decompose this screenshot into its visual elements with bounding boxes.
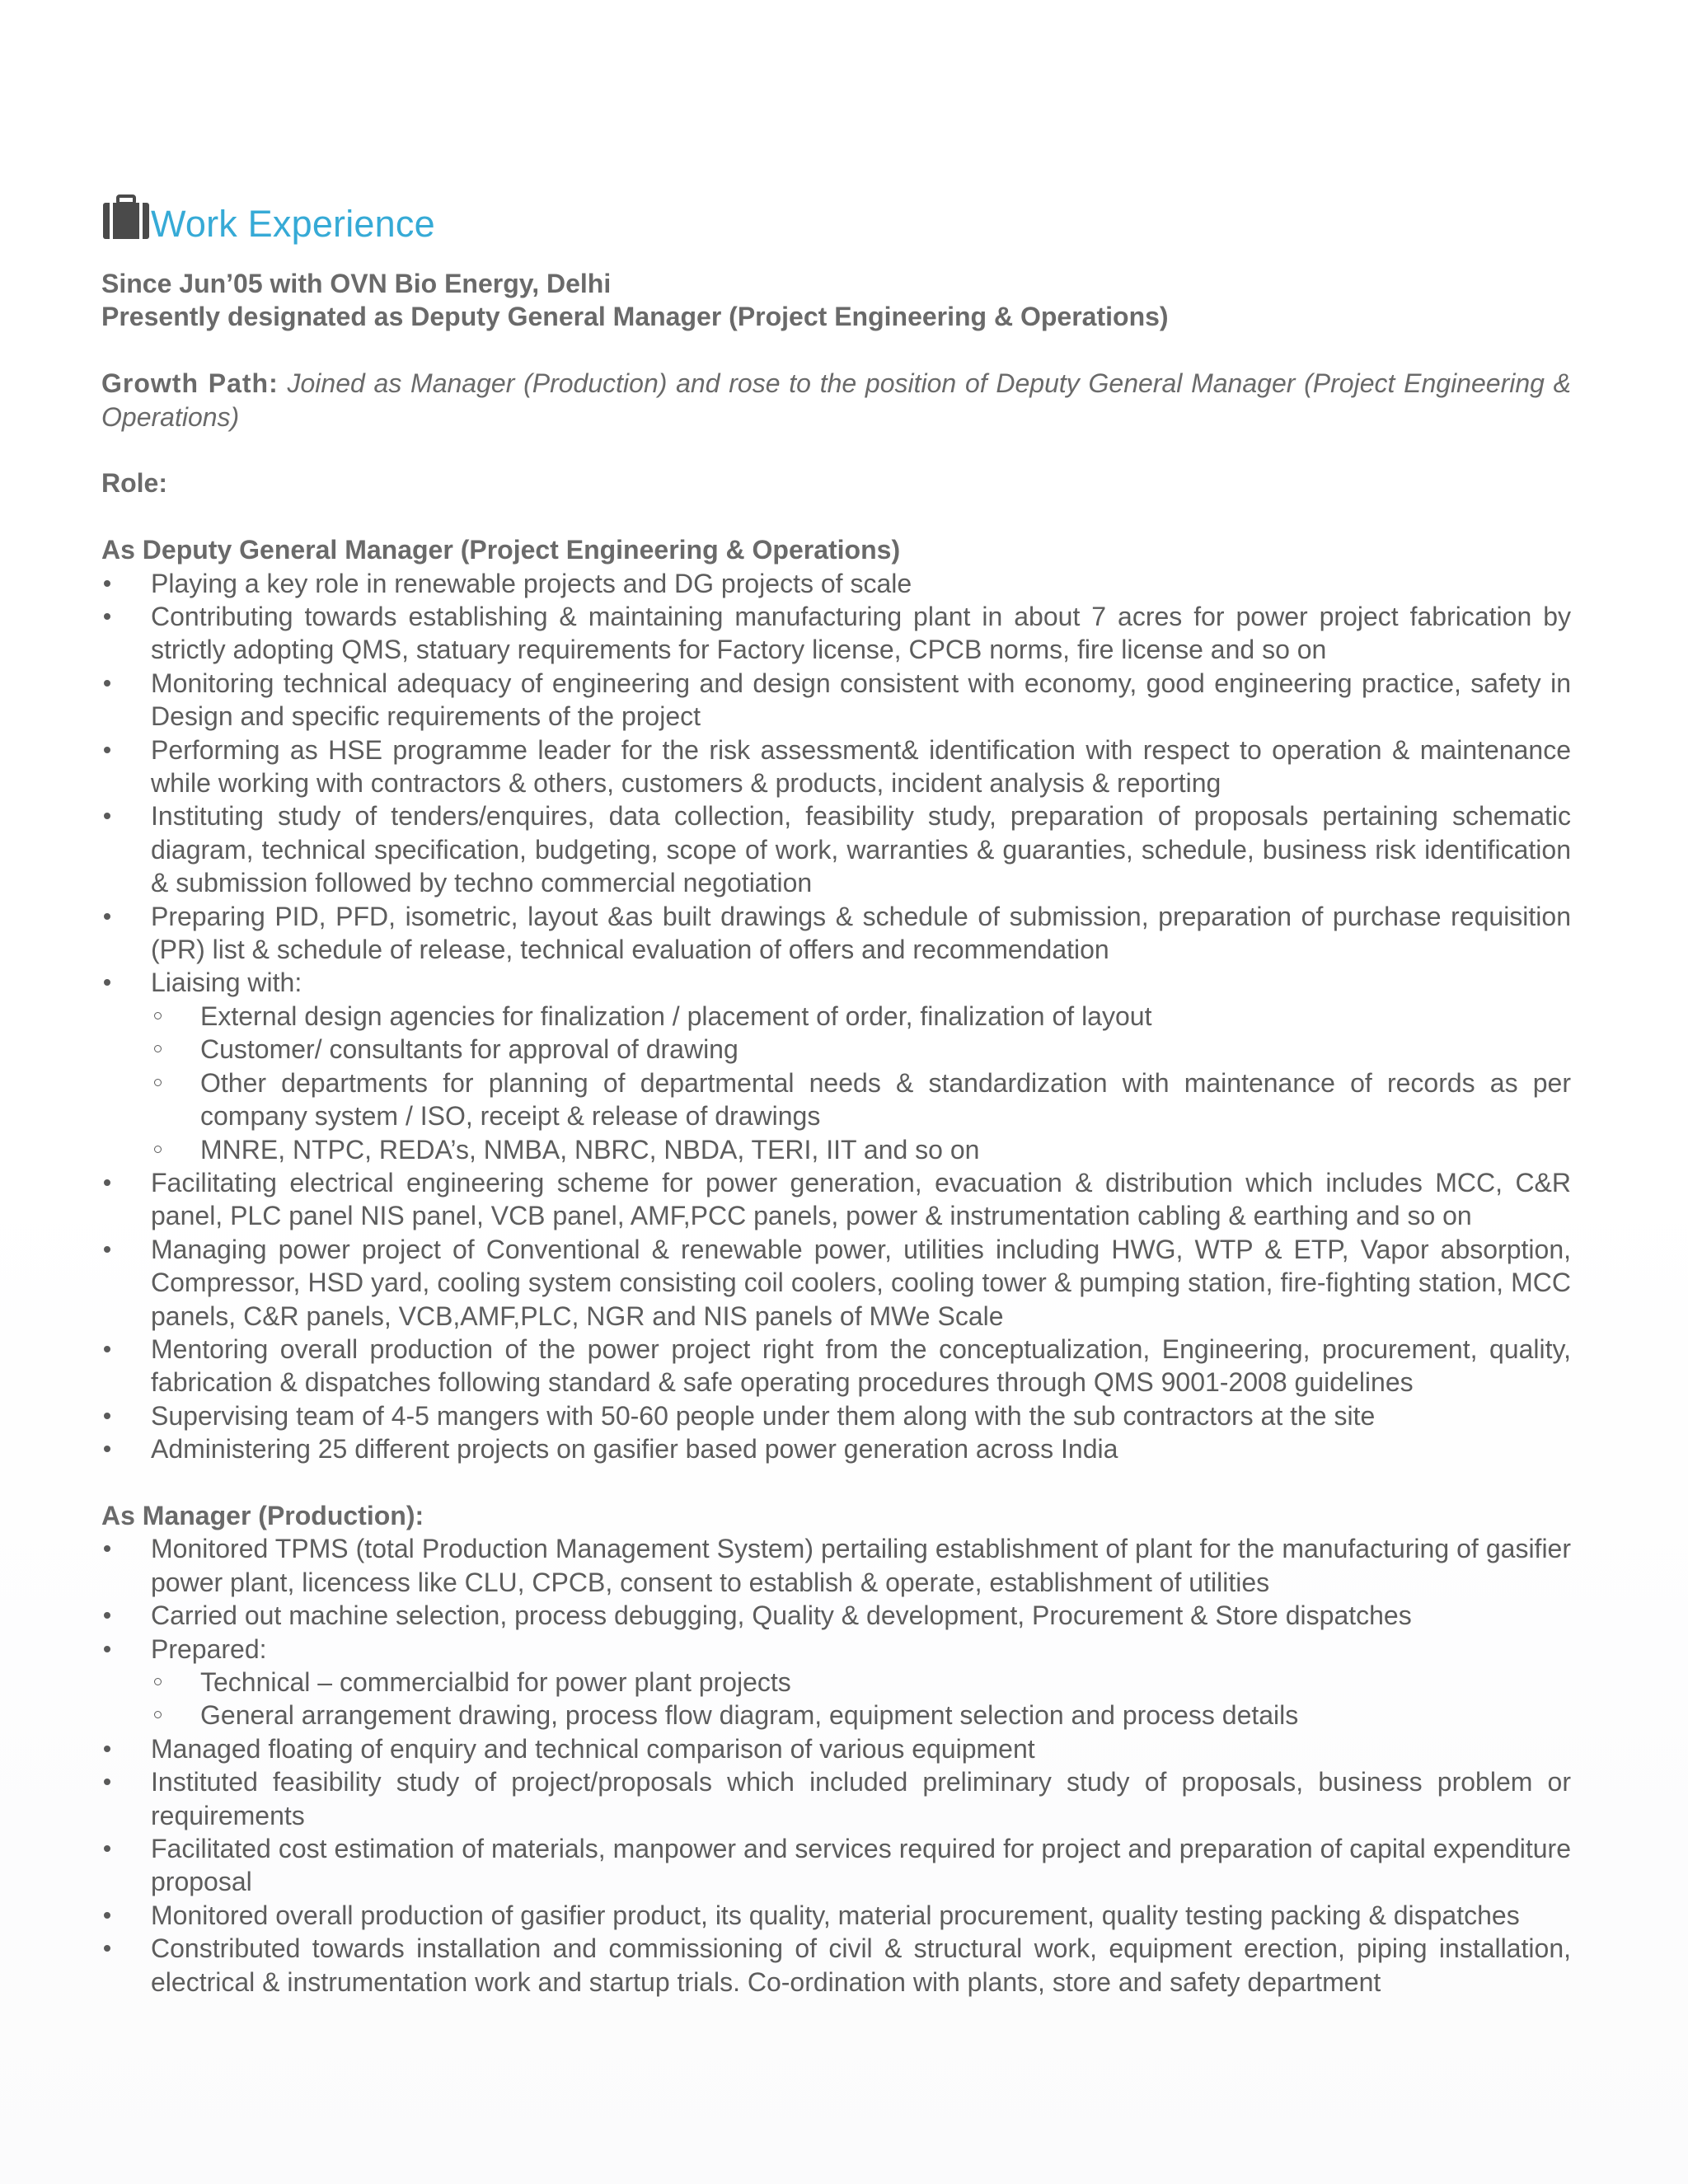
- sub-list-item: MNRE, NTPC, REDA’s, NMBA, NBRC, NBDA, TERI, IIT and so on: [52, 1133, 1571, 1166]
- list-item: Preparing PID, PFD, isometric, layout &as built drawings & schedule of submission, preparation of purchase requisition (PR) list & schedule of release, technical evaluation of offers and recommendation: [101, 900, 1571, 967]
- manager-list-continued: [101, 1732, 1571, 1999]
- dgm-list-continued: [101, 1166, 1571, 1466]
- liaising-sublist: [101, 1000, 1571, 1166]
- list-item: Liaising with:: [101, 966, 1571, 999]
- list-item: Monitored overall production of gasifier product, its quality, material procurement, quality testing packing & dispatches: [101, 1899, 1571, 1932]
- list-item: Playing a key role in renewable projects and DG projects of scale: [101, 567, 1571, 600]
- sub-list-item: General arrangement drawing, process flow diagram, equipment selection and process details: [52, 1699, 1571, 1732]
- list-item: Facilitating electrical engineering scheme for power generation, evacuation & distribution which includes MCC, C&R panel, PLC panel NIS panel, VCB panel, AMF,PCC panels, power & instrumentation cabling & earthing and so on: [101, 1166, 1571, 1233]
- designation-line: Presently designated as Deputy General Manager (Project Engineering & Operations): [101, 302, 1169, 332]
- role-label: Role:: [101, 468, 167, 499]
- sub-list-item: Other departments for planning of departmental needs & standardization with maintenance of records as per company system / ISO, receipt & release of drawings: [52, 1066, 1571, 1133]
- growth-path-label: Growth Path:: [101, 368, 279, 399]
- growth-path: [101, 367, 1571, 434]
- dgm-list: [101, 567, 1571, 1000]
- manager-heading: As Manager (Production):: [101, 1500, 424, 1530]
- list-item: Constributed towards installation and commissioning of civil & structural work, equipment erection, piping installation, electrical & instrumentation work and startup trials. Co-ordination with plants, store and safety department: [101, 1932, 1571, 1999]
- list-item: Managing power project of Conventional & renewable power, utilities including HWG, WTP & ETP, Vapor absorption, Compressor, HSD yard, cooling system consisting coil coolers, cooling tower & pumping station, fire-fighting station, MCC panels, C&R panels, VCB,AMF,PLC, NGR and NIS panels of MWe Scale: [101, 1233, 1571, 1333]
- list-item: Contributing towards establishing & maintaining manufacturing plant in about 7 acres for power project fabrication by strictly adopting QMS, statuary requirements for Factory license, CPCB norms, fire license and so on: [101, 600, 1571, 667]
- list-item: Performing as HSE programme leader for the risk assessment& identification with respect to operation & maintenance while working with contractors & others, customers & products, incident analysis & reporting: [101, 733, 1571, 800]
- briefcase-icon: [101, 194, 151, 242]
- list-item: Facilitated cost estimation of materials, manpower and services required for project and preparation of capital expenditure proposal: [101, 1832, 1571, 1899]
- work-experience-section: [101, 183, 1571, 1999]
- list-item: Carried out machine selection, process debugging, Quality & development, Procurement & Store dispatches: [101, 1599, 1571, 1632]
- list-item: Instituting study of tenders/enquires, data collection, feasibility study, preparation of proposals pertaining schematic diagram, technical specification, budgeting, scope of work, warranties & guaranties, schedule, business risk identification & submission followed by techno commercial negotiation: [101, 799, 1571, 899]
- list-item: Prepared:: [101, 1633, 1571, 1666]
- prepared-sublist: [101, 1666, 1571, 1732]
- sub-list-item: Technical – commercialbid for power plant projects: [52, 1666, 1571, 1699]
- list-item: Mentoring overall production of the power project right from the conceptualization, Engineering, procurement, quality, fabrication & dispatches following standard & safe operating procedures through QMS 9001-2008 guidelines: [101, 1333, 1571, 1399]
- sub-list-item: Customer/ consultants for approval of drawing: [52, 1033, 1571, 1066]
- list-item: Supervising team of 4-5 mangers with 50-60 people under them along with the sub contractors at the site: [101, 1399, 1571, 1432]
- list-item: Monitored TPMS (total Production Management System) pertailing establishment of plant for the manufacturing of gasifier power plant, licencess like CLU, CPCB, consent to establish & operate, establishment of utilities: [101, 1532, 1571, 1599]
- section-heading: [101, 183, 1571, 249]
- list-item: Instituted feasibility study of project/proposals which included preliminary study of proposals, business problem or requirements: [101, 1765, 1571, 1832]
- list-item: Managed floating of enquiry and technical comparison of various equipment: [101, 1732, 1571, 1765]
- list-item: Administering 25 different projects on gasifier based power generation across India: [101, 1432, 1571, 1465]
- list-item: Monitoring technical adequacy of engineering and design consistent with economy, good engineering practice, safety in Design and specific requirements of the project: [101, 667, 1571, 733]
- growth-path-text: Joined as Manager (Production) and rose to the position of Deputy General Manager (Project Engineering & Operations): [101, 368, 1572, 432]
- dgm-heading: As Deputy General Manager (Project Engineering & Operations): [101, 535, 901, 565]
- sub-list-item: External design agencies for finalization / placement of order, finalization of layout: [52, 1000, 1571, 1033]
- manager-list: [101, 1532, 1571, 1666]
- section-title: Work Experience: [151, 203, 435, 245]
- employer-line: Since Jun’05 with OVN Bio Energy, Delhi: [101, 269, 612, 298]
